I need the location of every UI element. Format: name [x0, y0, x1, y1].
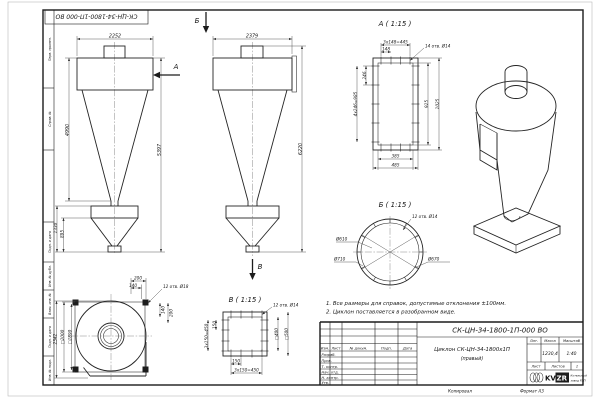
sheet-label: Лист [531, 364, 541, 369]
row-nachotd: Нач. отд. [321, 370, 339, 375]
col-izm: Изм. [320, 346, 330, 351]
stamp-designation: СК-ЦН-34-1800-1П-000 ВО [55, 12, 138, 20]
note-1: 1. Все размеры для справок, допустимые отклонения ±100мм. [326, 301, 507, 307]
margin-label: Справ. № [48, 111, 52, 127]
detail-b-holes: 12 отв. Ø14 [412, 214, 438, 219]
dim-v-sq400: □400 [274, 328, 279, 340]
dim-a-pitch-left: 4х246=985 [352, 91, 358, 117]
detail-v-title: В ( 1:15 ) [228, 296, 262, 304]
note-2: 2. Циклон поставляется в разобранном виде. [326, 309, 456, 316]
logo-text-zr: ZR [556, 374, 567, 383]
mass-header: Масса [544, 339, 556, 343]
dim-v-sq500: □500 [284, 328, 289, 340]
footer-copied: Копировал [448, 388, 472, 394]
dim-a-925: 925 [423, 100, 429, 108]
dim-plan-200r: 200 [168, 309, 174, 317]
dim-plan-2000: □2000 [60, 329, 66, 345]
dim-side-height: 6220 [299, 142, 304, 156]
col-date: Дата [402, 346, 413, 351]
margin-label: Подп. и дата [48, 326, 52, 348]
dim-b-670: Ø670 [428, 256, 440, 262]
footer-format: Формат А3 [520, 388, 544, 394]
section-label-v: В [257, 263, 263, 271]
dim-v-step-left: 150 [212, 321, 218, 329]
row-prov: Пров. [321, 358, 332, 363]
dim-a-pitch-top: 3х148=445 [383, 39, 408, 45]
row-utv: Утв. [321, 381, 330, 385]
dim-plan-140r: 140 [160, 306, 166, 314]
dim-a-1025: 1025 [434, 98, 440, 110]
sheets-value: 1 [575, 364, 579, 369]
dim-b-610: Ø610 [336, 236, 348, 242]
margin-label: Подп. и дата [48, 231, 52, 253]
detail-v-holes: 12 отв. Ø14 [273, 302, 299, 308]
row-razrab: Разраб. [321, 352, 336, 357]
dim-plan-2342: 2342 [52, 333, 58, 345]
col-doc: № докум. [349, 346, 368, 351]
dim-a-485: 485 [391, 162, 400, 168]
corner-bolt-icon [143, 300, 149, 306]
org-name-line1: Котельный [570, 373, 587, 378]
mass-value: 1230,4 [542, 352, 558, 357]
dim-front-width: 2252 [108, 34, 122, 40]
detail-a-holes: 14 отв. Ø14 [425, 43, 451, 49]
dim-front-bin: 1330 [52, 222, 58, 234]
doc-designation: СК-ЦН-34-1800-1П-000 ВО [452, 326, 548, 335]
corner-bolt-icon [143, 367, 149, 373]
dim-v-step-bottom: 150 [232, 358, 240, 364]
detail-a-title: А ( 1:15 ) [378, 20, 412, 28]
doc-name-line2: (правый) [460, 357, 484, 362]
dim-front-hopper: 895 [59, 230, 65, 238]
dim-a-step-top: 148 [382, 46, 390, 52]
dim-a-385: 385 [391, 153, 400, 159]
dim-v-pitch-bottom: 3х150=450 [234, 367, 259, 373]
dim-v-pitch-left: 3х150=450 [203, 323, 209, 349]
logo-text-kv: KV [545, 374, 556, 383]
section-label-b: Б [194, 17, 200, 25]
dim-plan-200t: 200 [134, 275, 142, 281]
detail-b-title: Б ( 1:15 ) [378, 201, 412, 209]
margin-label: Перв. примен. [48, 37, 52, 61]
sheets-label: Листов [551, 364, 565, 369]
section-label-a: А [173, 63, 179, 71]
lit-header: Лит. [529, 339, 539, 343]
plan-holes: 12 отв. Ø18 [163, 284, 189, 289]
corner-bolt-icon [73, 300, 79, 306]
col-list: Лист [331, 346, 341, 351]
row-tkontr: Т. контр. [321, 364, 339, 369]
dim-plan-1890: □1890 [67, 329, 73, 345]
org-name-line2: завод РЭП [570, 378, 586, 383]
col-sign: Подп. [381, 346, 392, 351]
doc-name-line1: Циклон СК-ЦН-34-1800х1П [434, 347, 510, 353]
dim-b-710: Ø710 [334, 256, 346, 262]
scale-value: 1:40 [566, 352, 577, 357]
row-nkontr: Н. контр. [321, 375, 339, 380]
margin-label: Инв. № подл. [48, 359, 52, 381]
margin-label: Инв. № дубл. [48, 265, 52, 287]
dim-a-step-left: 246 [362, 71, 367, 80]
margin-label: Взам. инв. № [48, 293, 52, 315]
corner-bolt-icon [73, 367, 79, 373]
dim-front-total-height: 5397 [158, 143, 163, 157]
dim-front-body-height: 4990 [66, 123, 71, 137]
dim-plan-140t: 140 [129, 282, 137, 288]
dim-side-width: 2379 [245, 34, 259, 40]
scale-header: Масштаб [562, 339, 581, 343]
